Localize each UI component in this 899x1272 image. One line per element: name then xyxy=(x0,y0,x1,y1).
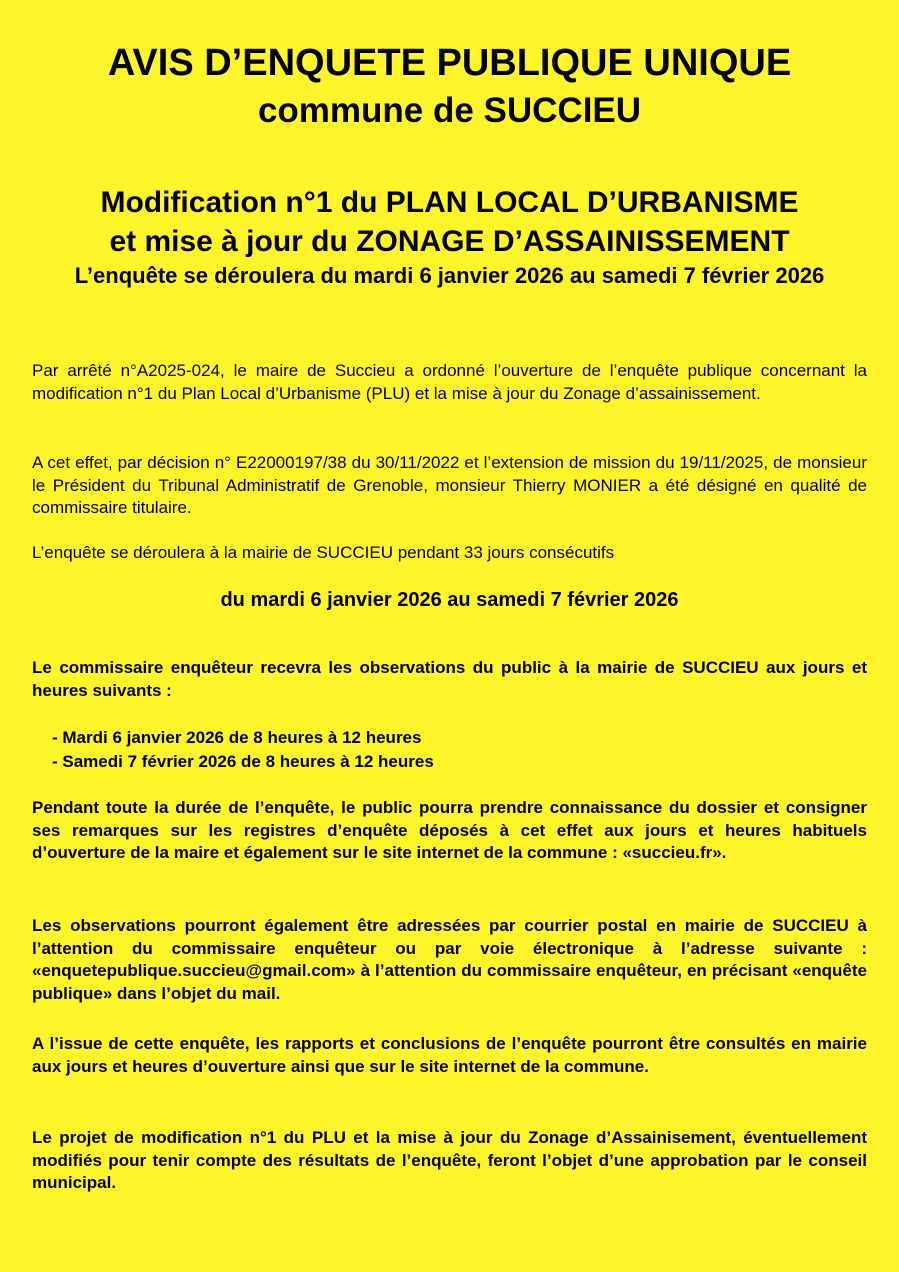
list-item: - Mardi 6 janvier 2026 de 8 heures à 12 heures xyxy=(52,728,422,747)
paragraph-rapports: A l’issue de cette enquête, les rapports et conclusions de l’enquête pourront être consultés en mairie aux jours et heures d’ouverture ainsi que sur le site internet de la commune. xyxy=(32,1034,867,1076)
paragraph-consultation: Pendant toute la durée de l’enquête, le public pourra prendre connaissance du dossier et consigner ses remarques sur les registres d’enquête déposés à cet effet aux jours et heures habituels d’ouverture de la maire et également sur le site internet de la commune : «succieu.fr». xyxy=(32,798,867,862)
inquiry-dates-heading: L’enquête se déroulera du mardi 6 janvier 2026 au samedi 7 février 2026 xyxy=(74,263,825,288)
commune-name: commune de SUCCIEU xyxy=(257,91,642,130)
paragraph-duration: L’enquête se déroulera à la mairie de SUCCIEU pendant 33 jours consécutifs xyxy=(32,543,615,562)
inquiry-dates-centered: du mardi 6 janvier 2026 au samedi 7 février 2026 xyxy=(220,589,679,611)
permanence-list xyxy=(52,726,434,774)
paragraph-approbation: Le projet de modification n°1 du PLU et la mise à jour du Zonage d’Assainisement, éventuellement modifiés pour tenir compte des résultats de l’enquête, feront l’objet d’une approbation par le conseil municipal. xyxy=(32,1128,867,1192)
list-item: - Samedi 7 février 2026 de 8 heures à 12 heures xyxy=(52,752,434,771)
subject-zonage: et mise à jour du ZONAGE D’ASSAINISSEMENT xyxy=(109,225,790,258)
notice-title: AVIS D’ENQUETE PUBLIQUE UNIQUE xyxy=(107,42,792,84)
paragraph-observations: Les observations pourront également être adressées par courrier postal en mairie de SUCCIEU à l’attention du commissaire enquêteur ou par voie électronique à l’adresse suivante : «enquetepublique.succieu@gmail.com» à l’attention du commissaire enquêteur, en précisant «enquête publique» dans l’objet du mail. xyxy=(32,916,867,1003)
paragraph-commissaire: A cet effet, par décision n° E22000197/38 du 30/11/2022 et l’extension de mission du 19/11/2025, de monsieur le Président du Tribunal Administratif de Grenoble, monsieur Thierry MONIER a été désigné en qualité de commissaire titulaire. xyxy=(32,453,867,517)
paragraph-permanences: Le commissaire enquêteur recevra les observations du public à la mairie de SUCCIEU aux jours et heures suivants : xyxy=(32,658,867,700)
paragraph-arrete: Par arrêté n°A2025-024, le maire de Succieu a ordonné l’ouverture de l’enquête publique concernant la modification n°1 du Plan Local d’Urbanisme (PLU) et la mise à jour du Zonage d’assainissement. xyxy=(32,361,867,403)
subject-plu: Modification n°1 du PLAN LOCAL D’URBANISME xyxy=(100,186,799,219)
